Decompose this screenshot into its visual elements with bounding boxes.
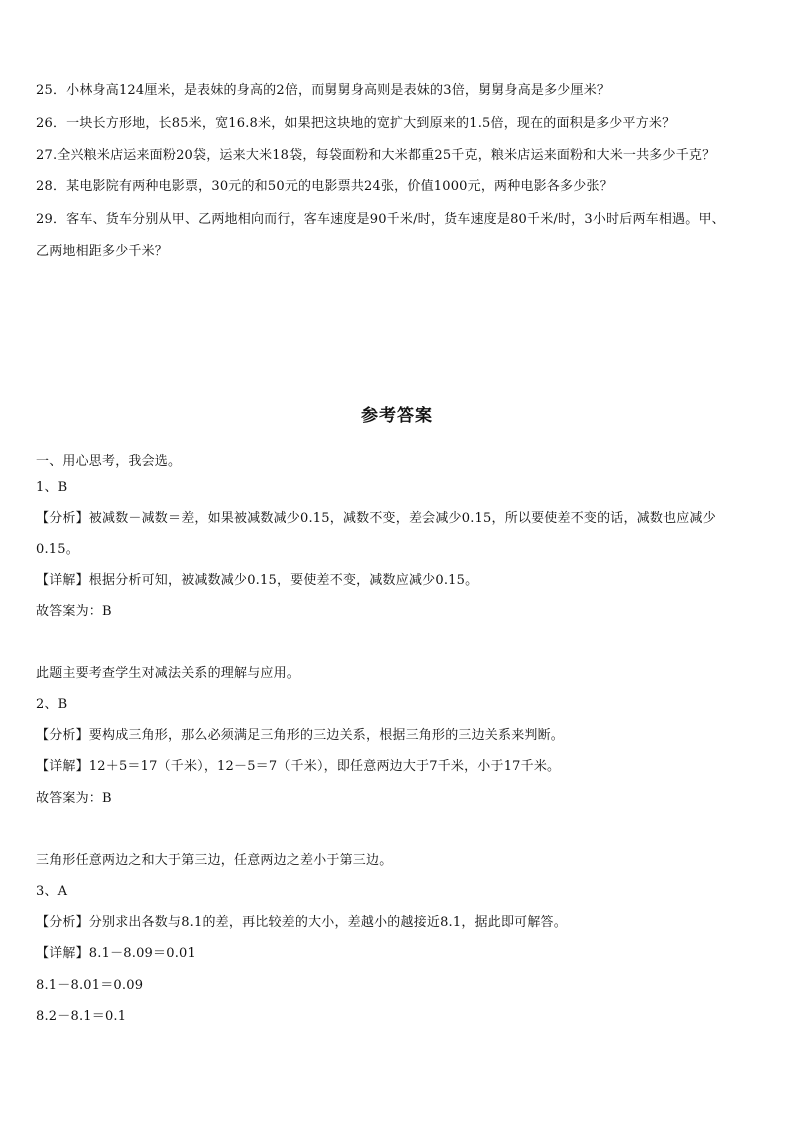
answer-1-analysis-line-1: 【分析】被减数－减数＝差，如果被减数减少0.15，减数不变，差会减少0.15，所以要使差不变的话，减数也应减少	[36, 511, 716, 526]
section-heading: 一、用心思考，我会选。	[36, 454, 182, 469]
answer-2-analysis: 【分析】要构成三角形，那么必须满足三角形的三边关系，根据三角形的三边关系来判断。	[36, 728, 565, 743]
question-25: 25．小林身高124厘米，是表妹的身高的2倍，而舅舅身高则是表妹的3倍，舅舅身高是多少厘米？	[36, 83, 611, 98]
answer-3-calc-3: 8.2－8.1＝0.1	[36, 1009, 127, 1024]
answer-2-label: 2、B	[36, 697, 68, 712]
question-29-line-2: 乙两地相距多少千米？	[36, 244, 169, 259]
question-29-line-1: 29．客车、货车分别从甲、乙两地相向而行，客车速度是90千米/时，货车速度是80千米/时，3小时后两车相遇。甲、	[36, 212, 725, 227]
answer-1-note: 此题主要考查学生对减法关系的理解与应用。	[36, 666, 301, 681]
answer-1-final: 故答案为：B	[36, 604, 112, 619]
question-27: 27.全兴粮米店运来面粉20袋，运来大米18袋，每袋面粉和大米都重25千克，粮米店运来面粉和大米一共多少千克？	[36, 148, 716, 163]
answer-1-label: 1、B	[36, 480, 68, 495]
answer-2-note: 三角形任意两边之和大于第三边，任意两边之差小于第三边。	[36, 853, 393, 868]
answer-1-analysis-line-2: 0.15。	[36, 542, 79, 557]
answer-1-detail: 【详解】根据分析可知，被减数减少0.15，要使差不变，减数应减少0.15。	[36, 573, 479, 588]
answer-3-label: 3、A	[36, 884, 68, 899]
answer-3-calc-2: 8.1－8.01＝0.09	[36, 978, 144, 993]
answer-3-analysis: 【分析】分别求出各数与8.1的差，再比较差的大小，差越小的越接近8.1，据此即可解答。	[36, 915, 567, 930]
question-28: 28．某电影院有两种电影票，30元的和50元的电影票共24张，价值1000元，两种电影各多少张？	[36, 179, 613, 194]
question-26: 26．一块长方形地，长85米，宽16.8米，如果把这块地的宽扩大到原来的1.5倍，现在的面积是多少平方米？	[36, 116, 676, 131]
answer-3-detail: 【详解】8.1－8.09＝0.01	[36, 946, 196, 961]
answers-title: 参考答案	[361, 406, 433, 426]
answer-2-detail: 【详解】12＋5＝17（千米），12－5＝7（千米），即任意两边大于7千米，小于17千米。	[36, 759, 561, 774]
answer-2-final: 故答案为：B	[36, 791, 112, 806]
